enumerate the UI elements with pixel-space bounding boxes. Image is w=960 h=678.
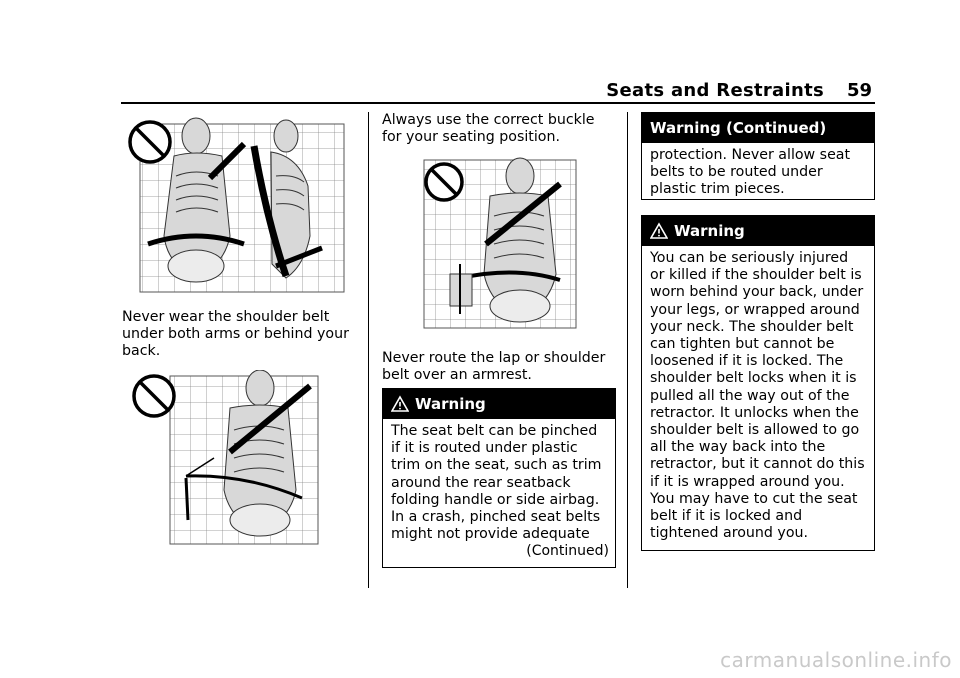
warning-box-continued	[641, 112, 875, 200]
header-divider	[121, 102, 875, 104]
warning-header	[383, 389, 615, 419]
watermark: carmanualsonline.info	[720, 648, 952, 672]
caption-belt-under-arms: Never wear the shoulder belt under both arms or behind your back.	[122, 309, 349, 360]
intro-correct-buckle: Always use the correct buckle for your seating position.	[382, 112, 595, 146]
warning-triangle-icon	[650, 222, 668, 240]
warning2-text: You can be seriously injured or killed if the shoulder belt is worn behind your back, under your legs, or wrapped around your neck. The shoulder belt can tighten but cannot be loosened if it is locked. The shoulder belt locks when it is pulled all the way out of the retractor. It unlocks when the shoulder belt is allowed to go all the way back into the retractor, but it cannot do this if it is wrapped around you. You may have to cut the seat belt if it is locked and tightened around you.	[650, 250, 865, 542]
prohibition-icon	[426, 164, 462, 200]
warning-continued-header	[642, 113, 874, 143]
prohibition-icon	[130, 122, 170, 162]
page-number: 59	[846, 80, 872, 101]
warning-text: The seat belt can be pinched if it is routed under plastic trim on the seat, such as trim around the rear seatback folding handle or side airbag. In a crash, pinched seat belts might not provide adequate	[391, 423, 602, 543]
warning-triangle-icon	[391, 395, 409, 413]
figure-belt-over-armrest-1	[126, 370, 346, 546]
warning-continued-text: protection. Never allow seat belts to be routed under plastic trim pieces.	[650, 147, 851, 198]
warning-box-shoulder-belt	[641, 215, 875, 551]
caption-armrest: Never route the lap or shoulder belt over an armrest.	[382, 350, 606, 384]
column-divider-2	[627, 112, 628, 588]
column-divider-1	[368, 112, 369, 588]
prohibition-icon	[134, 376, 174, 416]
section-title: Seats and Restraints	[606, 80, 824, 101]
figure-belt-under-arms	[126, 116, 346, 296]
continued-label: (Continued)	[526, 543, 609, 560]
figure-belt-over-armrest-2	[420, 154, 580, 334]
warning-continued-title: Warning (Continued)	[650, 119, 827, 137]
warning2-title: Warning	[674, 222, 745, 240]
warning-box-pinched-belt	[382, 388, 616, 568]
warning2-header	[642, 216, 874, 246]
warning-title: Warning	[415, 395, 486, 413]
